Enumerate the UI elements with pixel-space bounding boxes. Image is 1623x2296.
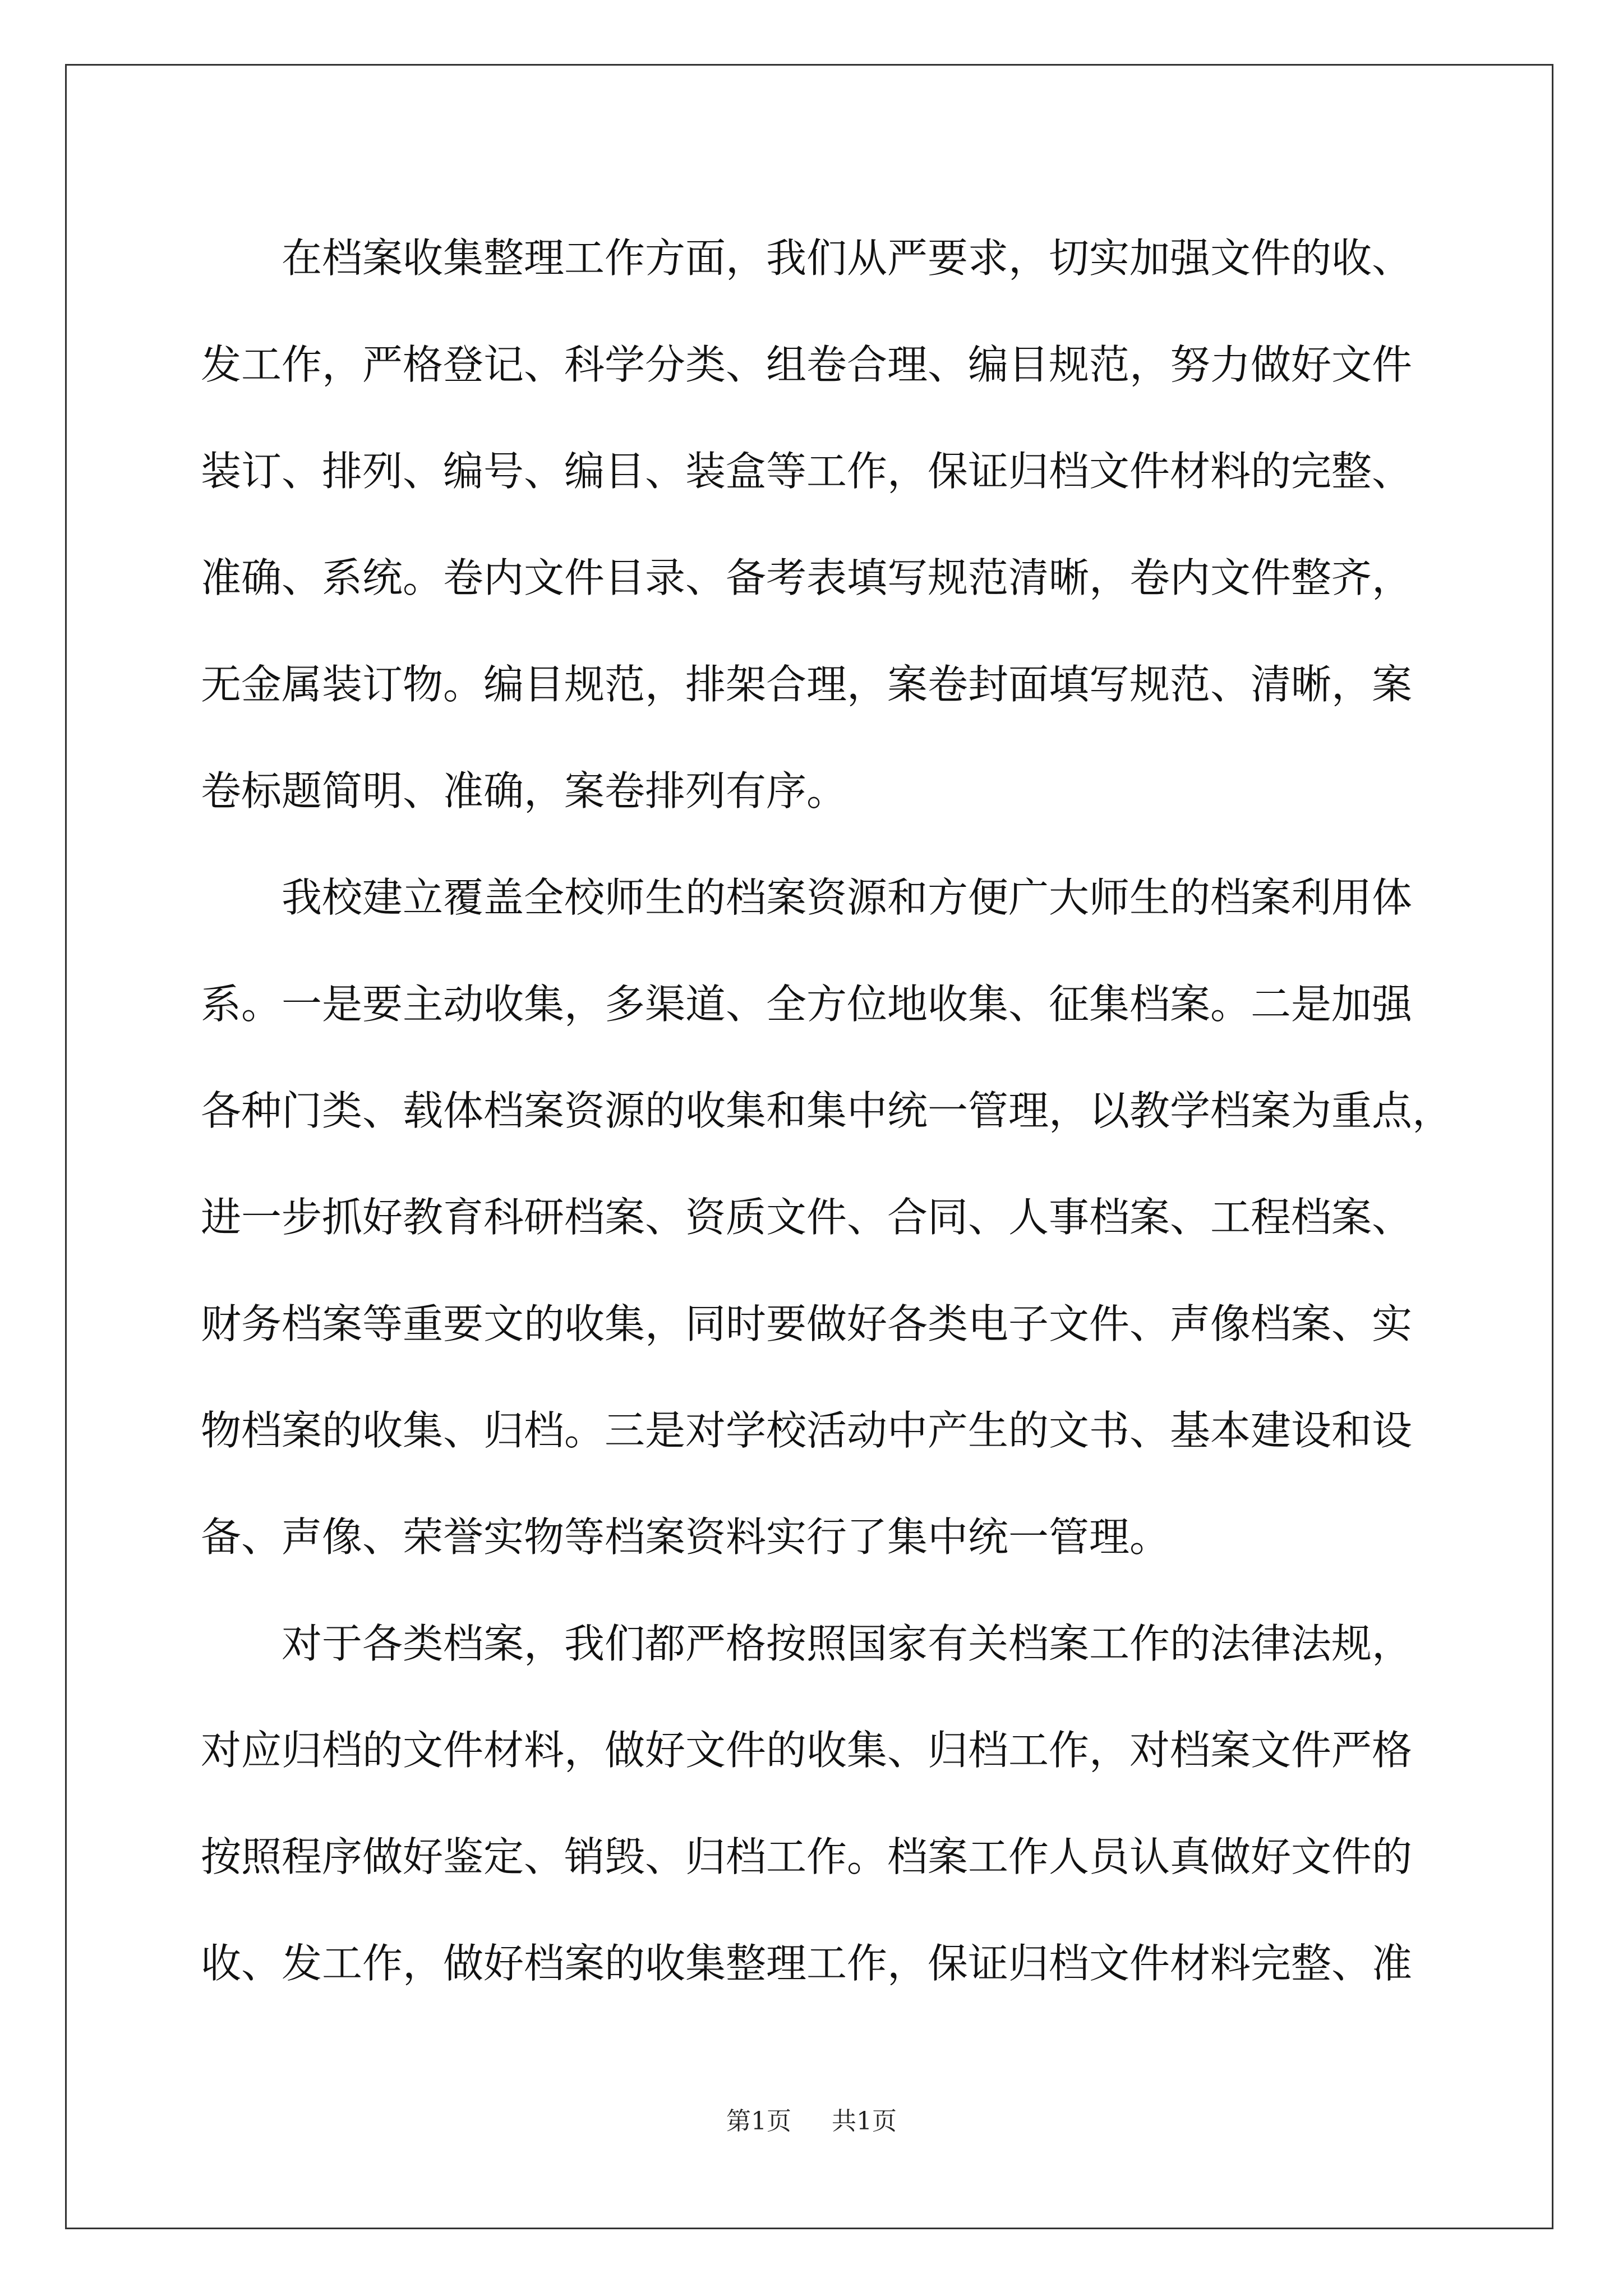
paragraph-1 xyxy=(201,205,1435,844)
paragraph-3 xyxy=(201,1590,1435,2017)
text-line: 对应归档的文件材料，做好文件的收集、归档工作，对档案文件严格 xyxy=(201,1727,1413,1774)
text-line: 收、发工作，做好档案的收集整理工作，保证归档文件材料完整、准 xyxy=(201,1940,1413,1987)
page-number: 第1页 xyxy=(726,2107,791,2136)
page-total: 共1页 xyxy=(832,2107,897,2136)
text-line: 发工作，严格登记、科学分类、组卷合理、编目规范，努力做好文件 xyxy=(201,341,1413,388)
text-line: 按照程序做好鉴定、销毁、归档工作。档案工作人员认真做好文件的 xyxy=(201,1833,1413,1880)
text-line: 各种门类、载体档案资源的收集和集中统一管理，以教学档案为重点， xyxy=(201,1087,1453,1134)
text-line: 对于各类档案，我们都严格按照国家有关档案工作的法律法规， xyxy=(201,1620,1413,1667)
text-line: 卷标题简明、准确，案卷排列有序。 xyxy=(201,767,847,815)
text-line: 在档案收集整理工作方面，我们从严要求，切实加强文件的收、 xyxy=(201,234,1413,282)
text-line: 装订、排列、编号、编目、装盒等工作，保证归档文件材料的完整、 xyxy=(201,448,1413,495)
document-body xyxy=(201,205,1453,2017)
text-line: 准确、系统。卷内文件目录、备考表填写规范清晰，卷内文件整齐， xyxy=(201,554,1413,601)
text-line: 我校建立覆盖全校师生的档案资源和方便广大师生的档案利用体 xyxy=(201,874,1413,921)
text-line: 备、声像、荣誉实物等档案资料实行了集中统一管理。 xyxy=(201,1513,1170,1561)
text-line: 进一步抓好教育科研档案、资质文件、合同、人事档案、工程档案、 xyxy=(201,1194,1413,1241)
text-line: 无金属装订物。编目规范，排架合理，案卷封面填写规范、清晰，案 xyxy=(201,661,1413,708)
text-line: 系。一是要主动收集，多渠道、全方位地收集、征集档案。二是加强 xyxy=(201,981,1413,1028)
paragraph-2 xyxy=(201,844,1453,1590)
page-footer xyxy=(0,2105,1623,2138)
text-line: 物档案的收集、归档。三是对学校活动中产生的文书、基本建设和设 xyxy=(201,1407,1413,1454)
text-line: 财务档案等重要文的收集，同时要做好各类电子文件、声像档案、实 xyxy=(201,1300,1413,1347)
